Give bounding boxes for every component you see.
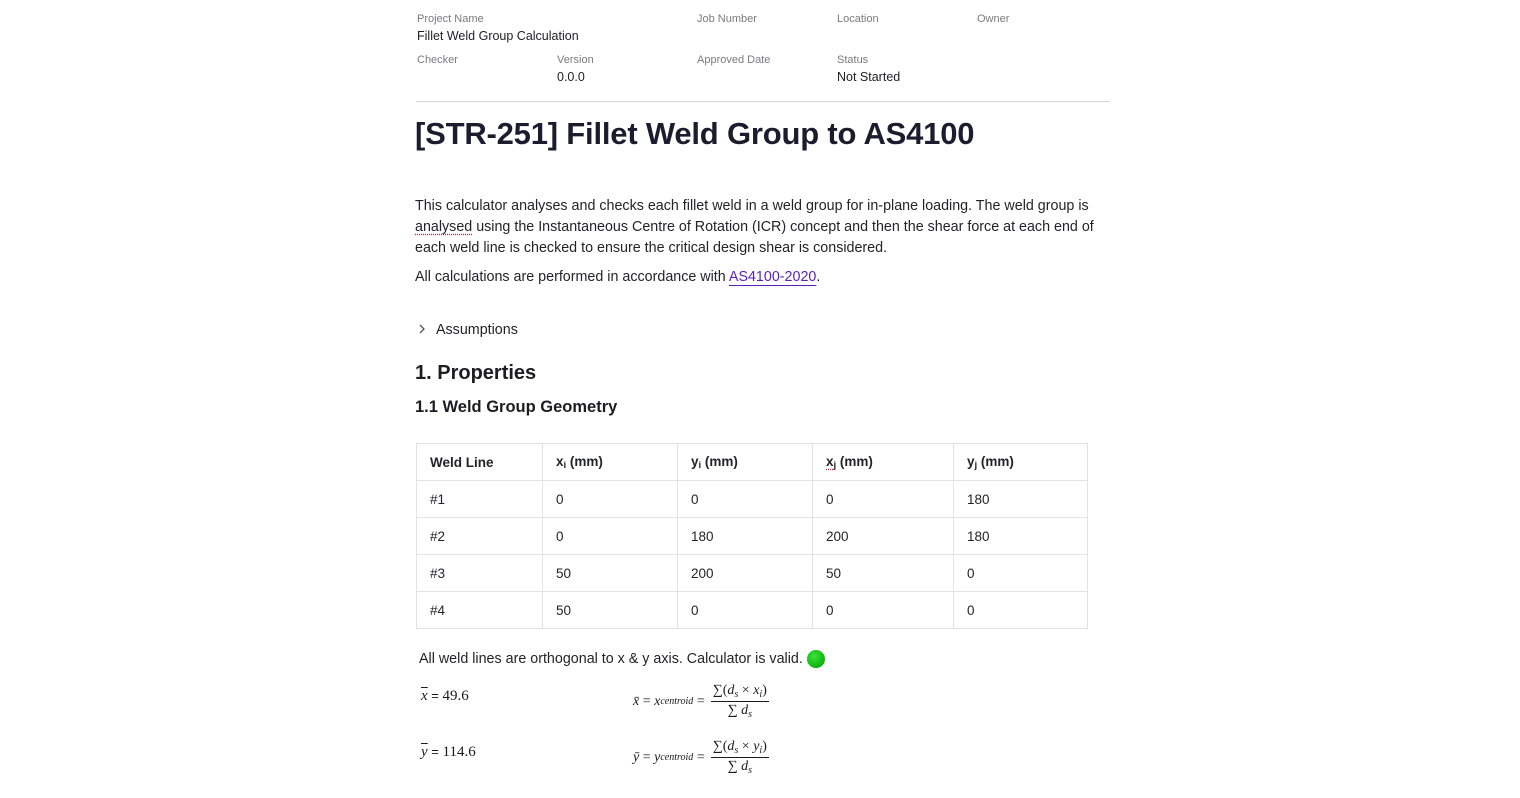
cell-xi: 0 [543, 481, 678, 518]
assumptions-toggle[interactable] [418, 322, 518, 338]
cell-yi: 200 [678, 555, 813, 592]
status-ok-icon [807, 650, 825, 668]
cell-xi: 50 [543, 592, 678, 629]
meta-label: Checker [417, 54, 458, 66]
section-heading: 1. Properties [415, 362, 537, 384]
header-subscript: i [563, 459, 567, 471]
numerator-sub: i [759, 689, 763, 700]
validity-text: All weld lines are orthogonal to x & y axis. Calculator is valid. [419, 651, 803, 667]
formula-subscript: centroid [660, 752, 694, 763]
result-xbar [421, 688, 469, 705]
header-text: Weld Line [430, 454, 494, 470]
header-text: y [967, 453, 975, 469]
xbar-symbol: $\overline{x}$ [421, 688, 428, 704]
header-subscript: i [698, 459, 702, 471]
result-ybar [421, 744, 476, 761]
cell-weld-line: #3 [417, 555, 543, 592]
header-text: y [691, 453, 699, 469]
cell-yj: 180 [954, 481, 1088, 518]
cell-xi: 0 [543, 518, 678, 555]
numerator-sub: i [759, 745, 763, 756]
cell-xj: 50 [813, 555, 954, 592]
meta-location [837, 13, 879, 28]
meta-value: Not Started [837, 70, 901, 84]
meta-approved-date [697, 54, 770, 69]
header-text: x [826, 453, 834, 469]
intro-text: This calculator analyses and checks each fillet weld in a weld group for in-plane loading. The weld group is [415, 198, 1089, 214]
formula-fraction [711, 739, 769, 776]
cell-weld-line: #2 [417, 518, 543, 555]
assumptions-label: Assumptions [436, 322, 518, 338]
meta-owner [977, 13, 1009, 28]
cell-weld-line: #4 [417, 592, 543, 629]
header-weld-line [417, 444, 543, 481]
header-unit: (mm) [701, 453, 738, 469]
cell-xi: 50 [543, 555, 678, 592]
formula-ybar: ȳ = y centroid = $\frac{\sum(d_s \times y_i)}{\sum d_s}$ [633, 739, 767, 776]
cell-yj: 0 [954, 555, 1088, 592]
cell-yi: 180 [678, 518, 813, 555]
header-xi [543, 444, 678, 481]
table-row [417, 518, 1088, 555]
ybar-value: 114.6 [442, 744, 476, 760]
xbar-value: 49.6 [442, 688, 469, 704]
header-yj [954, 444, 1088, 481]
cell-xj: 200 [813, 518, 954, 555]
validity-message [419, 650, 825, 668]
meta-value: Fillet Weld Group Calculation [417, 29, 579, 43]
numerator-var: y [753, 739, 760, 754]
meta-status [837, 54, 900, 85]
equals-sign: = [427, 744, 443, 759]
standard-text: . [816, 269, 821, 285]
cell-yj: 180 [954, 518, 1088, 555]
formula-fraction [711, 683, 769, 720]
header-unit: (mm) [836, 453, 873, 469]
header-subscript: j [974, 459, 978, 471]
table-row [417, 555, 1088, 592]
meta-label: Status [837, 54, 869, 66]
meta-job-number [697, 13, 757, 28]
formula-var: x [654, 693, 661, 709]
page-title: [STR-251] Fillet Weld Group to AS4100 [415, 116, 975, 151]
header-xj [813, 444, 954, 481]
chevron-right-icon [418, 324, 428, 337]
header-text: x [556, 453, 564, 469]
header-subscript: j [833, 459, 837, 471]
meta-checker [417, 54, 458, 69]
cell-yi: 0 [678, 592, 813, 629]
meta-label: Location [837, 13, 879, 25]
header-unit: (mm) [566, 453, 603, 469]
cell-yi: 0 [678, 481, 813, 518]
meta-label: Owner [977, 13, 1010, 25]
meta-value: 0.0.0 [557, 70, 585, 84]
meta-version [557, 54, 594, 85]
numerator-var: x [753, 683, 760, 698]
formula-subscript: centroid [660, 696, 694, 707]
table-row [417, 481, 1088, 518]
ybar-symbol: $\overline{y}$ [421, 744, 428, 760]
meta-label: Version [557, 54, 594, 66]
table-header-row [417, 444, 1088, 481]
cell-xj: 0 [813, 481, 954, 518]
fraction-numerator: $\sum(d_s \times x_i)$ [712, 683, 767, 700]
fraction-denominator: ∑ $d_s$ [727, 703, 752, 720]
meta-project-name [417, 13, 579, 44]
cell-weld-line: #1 [417, 481, 543, 518]
header-divider [416, 101, 1110, 102]
header-unit: (mm) [977, 453, 1014, 469]
standard-paragraph [415, 267, 820, 288]
subsection-heading: 1.1 Weld Group Geometry [415, 398, 618, 416]
cell-yj: 0 [954, 592, 1088, 629]
equals-sign: = [427, 688, 443, 703]
formula-xbar: x̄ = x centroid = $\frac{\sum(d_s \times x_i)}{\sum d_s}$ [633, 683, 767, 720]
meta-label: Project Name [417, 13, 484, 25]
intro-paragraph [415, 196, 1115, 259]
as4100-link[interactable]: AS4100-2020 [728, 269, 817, 285]
table-row [417, 592, 1088, 629]
spellcheck-word[interactable]: analysed [415, 219, 473, 235]
header-yi [678, 444, 813, 481]
fraction-denominator: ∑ $d_s$ [727, 759, 752, 776]
formula-lhs: x̄ [633, 693, 640, 709]
meta-label: Approved Date [697, 54, 771, 66]
formula-lhs: ȳ [633, 749, 640, 765]
cell-xj: 0 [813, 592, 954, 629]
formula-var: y [654, 749, 661, 765]
intro-text: using the Instantaneous Centre of Rotation (ICR) concept and then the shear force at each end of each weld line is checked to ensure the critical design shear is considered. [415, 219, 1094, 256]
fraction-numerator: $\sum(d_s \times y_i)$ [712, 739, 767, 756]
weld-geometry-table [416, 443, 1088, 629]
meta-label: Job Number [697, 13, 757, 25]
standard-text: All calculations are performed in accordance with [415, 269, 729, 285]
